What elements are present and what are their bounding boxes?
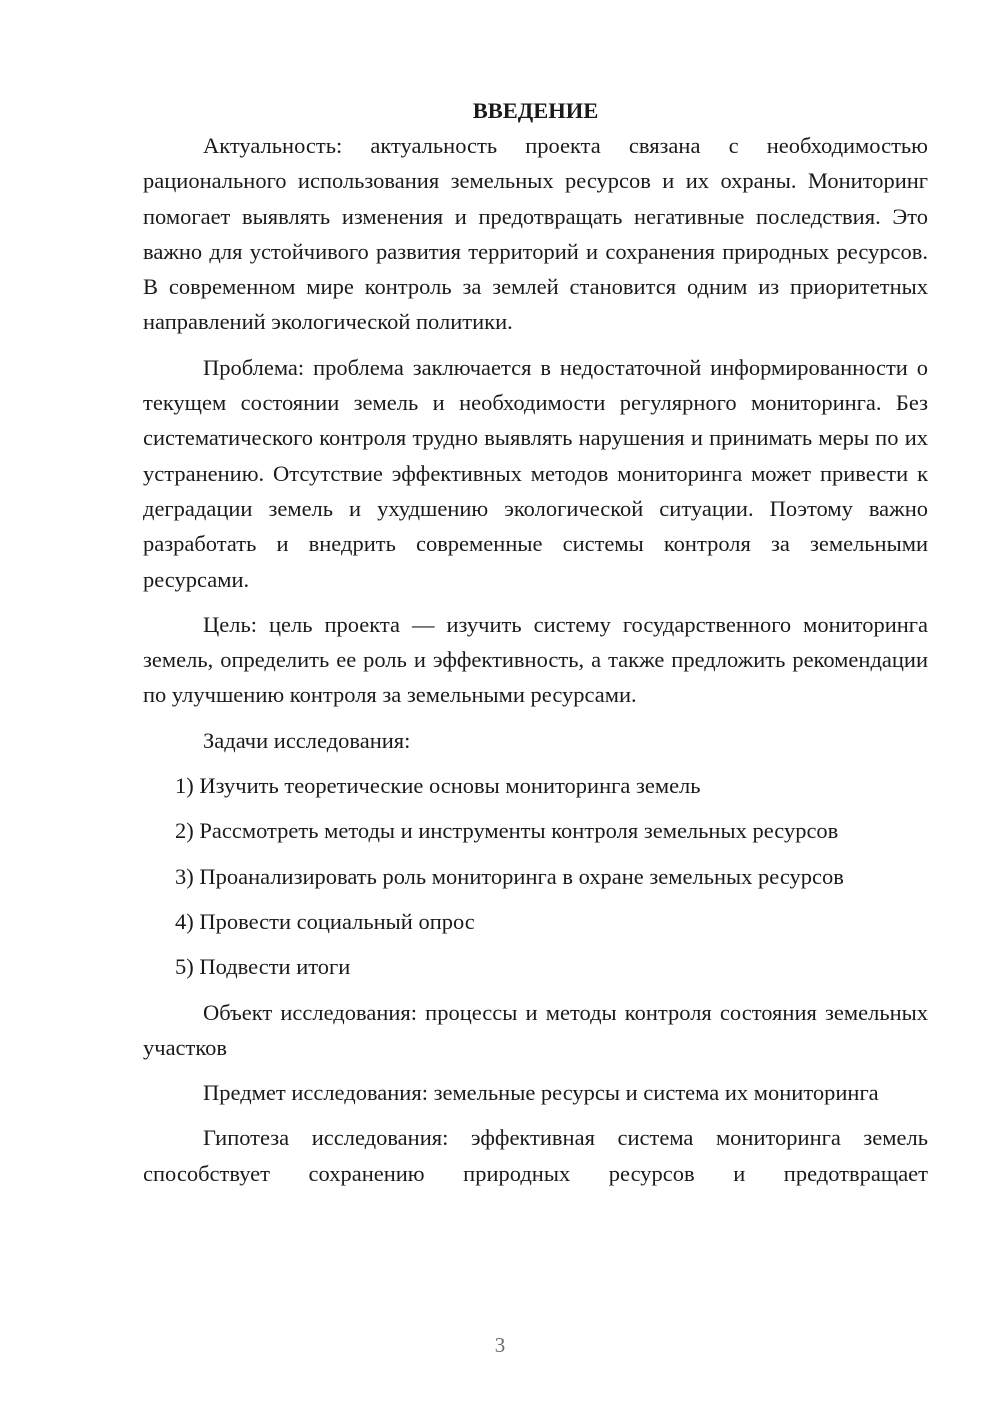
task-item-3: 3) Проанализировать роль мониторинга в охране земельных ресурсов — [175, 863, 844, 889]
paragraph-hypothesis: Гипотеза исследования: эффективная система мониторинга земель способствует сохранению природных ресурсов и предотвращает — [143, 1125, 928, 1186]
paragraph-problem: Проблема: проблема заключается в недостаточной информированности о текущем состоянии земель и необходимости регулярного мониторинга. Без систематического контроля трудно выявлять нарушения и принимать меры по их устранению. Отсутствие эффективных методов мониторинга может привести к деградации земель и ухудшению экологической ситуации. Поэтому важно разработать и внедрить современные системы контроля за земельными ресурсами. — [143, 354, 928, 592]
section-title: ВВЕДЕНИЕ — [472, 98, 599, 123]
task-item-5: 5) Подвести итоги — [175, 954, 351, 980]
tasks-heading: Задачи исследования: — [203, 727, 411, 753]
paragraph-relevance: Актуальность: актуальность проекта связана с необходимостью рационального использования земельных ресурсов и их охраны. Мониторинг помогает выявлять изменения и предотвращать негативные последствия. Это важно для устойчивого развития территорий и сохранения природных ресурсов. В современном мире контроль за землей становится одним из приоритетных направлений экологической политики. — [143, 133, 928, 335]
task-item-4: 4) Провести социальный опрос — [175, 908, 475, 934]
paragraph-object: Объект исследования: процессы и методы контроля состояния земельных участков — [143, 999, 928, 1060]
task-item-1: 1) Изучить теоретические основы мониторинга земель — [175, 773, 701, 799]
paragraph-subject: Предмет исследования: земельные ресурсы и система их мониторинга — [203, 1080, 879, 1106]
page-content — [143, 93, 928, 1201]
page-number: 3 — [494, 1333, 506, 1357]
task-item-2: 2) Рассмотреть методы и инструменты контроля земельных ресурсов — [175, 818, 839, 844]
paragraph-goal: Цель: цель проекта — изучить систему государственного мониторинга земель, определить ее роль и эффективность, а также предложить рекомендации по улучшению контроля за земельными ресурсами. — [143, 611, 928, 708]
